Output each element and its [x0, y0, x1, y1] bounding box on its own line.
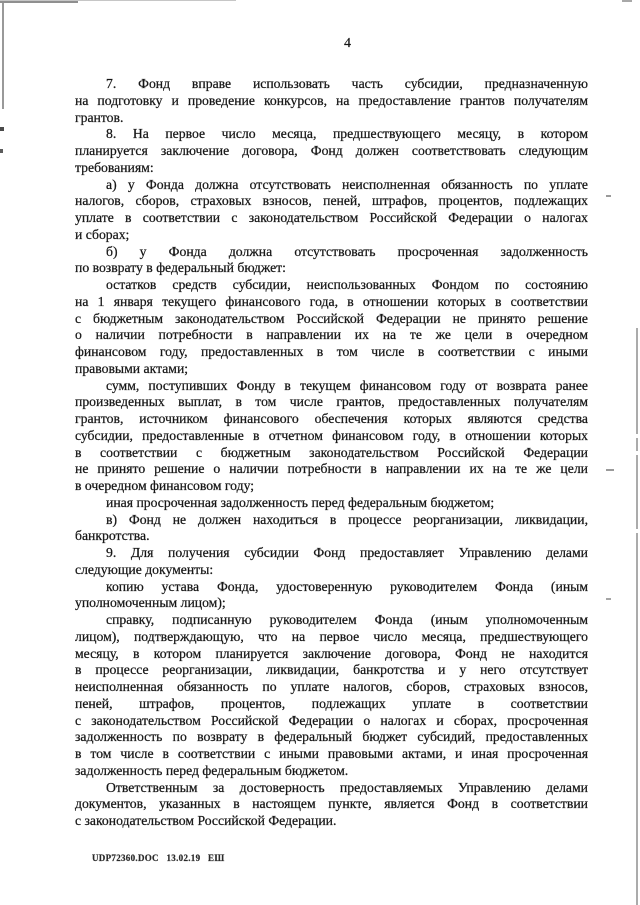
text-line: в соответствии с бюджетным законодательством Российской Федерации — [75, 444, 588, 460]
text-line: справку, подписанную руководителем Фонда (иным уполномоченным — [106, 612, 588, 627]
paragraph — [75, 126, 588, 176]
text-line: в очередном финансовом году; — [75, 478, 255, 493]
scan-artifact-top-line-dark — [0, 1, 78, 3]
text-line: на подготовку и проведение конкурсов, на предоставление грантов получателям — [75, 92, 588, 108]
text-line: остатков средств субсидии, неиспользованных Фондом по состоянию — [106, 277, 588, 292]
text-line: задолженность по возврату в федеральный бюджет субсидий, предоставленных — [75, 729, 588, 745]
text-line: б) у Фонда должна отсутствовать просроченная задолженность — [106, 243, 588, 259]
text-line: с законодательством Российской Федерации о налогах и сборах, просроченная — [75, 712, 588, 728]
footer-file-reference: UDP72360.DOC 13.02.19 ЕШ — [92, 853, 225, 863]
text-line: с законодательством Российской Федерации. — [75, 813, 337, 828]
text-line: грантов, источником финансового обеспечения которых являются средства — [75, 411, 588, 426]
scan-artifact-right-edge-line — [636, 438, 638, 451]
scan-artifact-right-edge-line — [636, 328, 638, 434]
text-line: сумм, поступивших Фонду в текущем финансовом году от возврата ранее — [106, 377, 588, 393]
text-line: в том числе в соответствии с иными правовыми актами, и иная просроченная — [75, 746, 588, 761]
scan-artifact-left-edge-line — [2, 3, 4, 109]
text-line: неисполненная обязанность по уплате налогов, сборов, страховых взносов, — [75, 679, 588, 694]
text-line: на 1 января текущего финансового года, в отношении которых в соответствии — [75, 293, 588, 309]
text-line: Ответственным за достоверность предоставляемых Управлению делами — [106, 779, 588, 795]
scan-artifact-right-speck — [606, 598, 611, 600]
paragraph — [75, 177, 588, 244]
text-line: 7. Фонд вправе использовать часть субсидии, предназначенную — [106, 76, 588, 91]
text-line: произведенных выплат, в том числе грантов, предоставленных получателям — [75, 394, 588, 410]
scan-artifact-right-speck — [606, 469, 614, 471]
text-line: задолженность перед федеральным бюджетом. — [75, 762, 349, 778]
paragraph — [75, 512, 588, 546]
paragraph — [75, 378, 588, 495]
paragraph — [75, 780, 588, 830]
text-line: в процессе реорганизации, ликвидации, банкротства и у него отсутствует — [75, 662, 588, 678]
paragraph — [75, 612, 588, 780]
text-line: пеней, штрафов, процентов, подлежащих уплате в соответствии — [75, 695, 588, 711]
text-line: о наличии потребности в направлении их на те же цели в очередном — [75, 327, 588, 343]
text-line: налогов, сборов, страховых взносов, пеней, штрафов, процентов, подлежащих — [75, 193, 588, 209]
text-line: субсидии, предоставленные в отчетном финансовом году, в отношении которых — [75, 427, 588, 443]
text-line: лицом), подтверждающую, что на первое число месяца, предшествующего — [75, 628, 588, 644]
scan-artifact-top-right-tick — [622, 0, 632, 2]
text-line: 8. На первое число месяца, предшествующего месяцу, в котором — [106, 126, 588, 142]
text-line: правовыми актами; — [75, 360, 189, 376]
paragraph — [75, 244, 588, 278]
text-line: грантов. — [75, 109, 124, 125]
text-line: уплате в соответствии с законодательством Российской Федерации о налогах — [75, 210, 588, 225]
paragraph — [75, 76, 588, 126]
page-number: 4 — [344, 36, 351, 51]
scan-artifact-left-speck — [0, 127, 4, 131]
paragraph — [75, 277, 588, 378]
text-line: не принято решение о наличии потребности в направлении их на те же цели — [75, 461, 588, 477]
paragraph — [75, 545, 588, 579]
paragraph — [75, 495, 588, 512]
text-line: следующие документы: — [75, 561, 214, 577]
scan-artifact-top-line-faint — [0, 0, 236, 1]
scan-artifact-right-edge-line — [636, 533, 638, 905]
text-line: требованиям: — [75, 159, 154, 175]
text-line: документов, указанных в настоящем пункте, является Фонд в соответствии — [75, 796, 588, 812]
text-line: по возврату в федеральный бюджет: — [75, 260, 286, 276]
document-body — [75, 76, 588, 830]
scan-artifact-left-speck — [0, 149, 3, 153]
text-line: уполномоченным лицом); — [75, 595, 226, 611]
text-line: планируется заключение договора, Фонд должен соответствовать следующим — [75, 143, 588, 158]
scan-artifact-right-speck — [606, 195, 611, 197]
text-line: и сборах; — [75, 226, 130, 242]
paragraph — [75, 579, 588, 613]
text-line: финансовом году, предоставленных в том числе в соответствии с иными — [75, 344, 588, 359]
text-line: банкротства. — [75, 528, 150, 544]
text-line: месяцу, в котором планируется заключение договора, Фонд не находится — [75, 645, 588, 661]
text-line: 9. Для получения субсидии Фонд предоставляет Управлению делами — [106, 545, 588, 560]
text-line: копию устава Фонда, удостоверенную руководителем Фонда (иным — [106, 578, 588, 594]
scan-artifact-right-edge-line — [636, 455, 638, 529]
text-line: а) у Фонда должна отсутствовать неисполненная обязанность по уплате — [106, 176, 588, 192]
text-line: с бюджетным законодательством Российской Федерации не принято решение — [75, 310, 588, 326]
text-line: иная просроченная задолженность перед федеральным бюджетом; — [106, 494, 495, 510]
text-line: в) Фонд не должен находиться в процессе реорганизации, ликвидации, — [106, 511, 588, 527]
